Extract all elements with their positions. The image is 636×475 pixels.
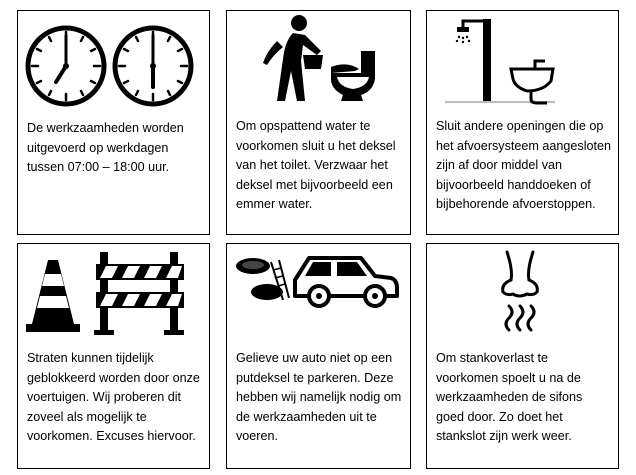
card-text: Gelieve uw auto niet op een putdeksel te parkeren. Deze hebben wij namelijk nodig om de werkzaamheden uit te voeren. (236, 351, 402, 443)
info-card-street-blocked (17, 243, 210, 469)
card-text: Straten kunnen tijdelijk geblokkeerd worden door onze voertuigen. Wij proberen dit zoveel als mogelijk te voorkomen. Excuses hiervoor. (27, 351, 200, 443)
card-text: Om stankoverlast te voorkomen spoelt u na de werkzaamheden de sifons goed door. Zo doet het stankslot zijn werk weer. (436, 351, 583, 443)
clock-icon (18, 11, 209, 111)
info-card-manhole-parking (226, 243, 411, 469)
card-text: Om opspattend water te voorkomen sluit u het deksel van het toilet. Verzwaar het deksel met bijvoorbeeld een emmer water. (236, 119, 396, 211)
info-card-working-hours (17, 10, 210, 235)
manhole-car-icon (227, 244, 410, 344)
info-card-odor-flush (426, 243, 619, 469)
card-text: De werkzaamheden worden uitgevoerd op werkdagen tussen 07:00 – 18:00 uur. (27, 121, 184, 174)
person-pouring-water-toilet-icon (227, 11, 410, 111)
card-text: Sluit andere openingen die op het afvoersysteem aangesloten zijn af door middel van bijvoorbeeld handdoeken of bijbehorende afvoerstoppen. (436, 119, 612, 211)
nose-smell-icon (427, 244, 618, 344)
shower-sink-drain-icon (427, 11, 618, 111)
info-card-toilet-lid (226, 10, 411, 235)
traffic-cone-barrier-icon (18, 244, 209, 344)
info-card-drain-openings (426, 10, 619, 235)
